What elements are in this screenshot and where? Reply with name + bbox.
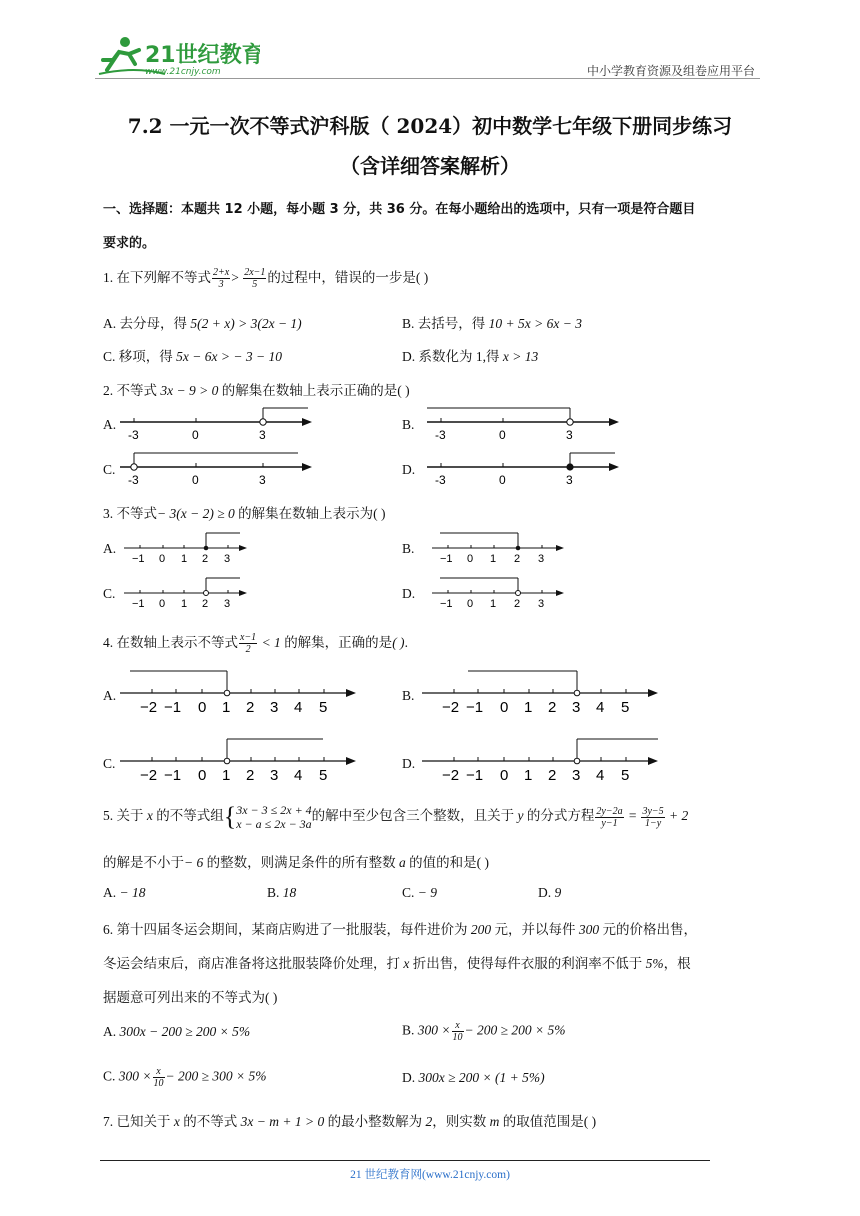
svg-text:−1: −1	[132, 553, 145, 565]
question-5: 5. 关于 x 的不等式组{ 3x − 3 ≤ 2x + 4 x − a ≤ 2x − 3a 的解中至少包含三个整数，且关于 y 的分式方程 $\frac{2y-2a}{y-1}$ = $\frac{3y-5}{1-y}$ + 2	[103, 802, 689, 831]
q4-option-d[interactable]: D.	[402, 756, 416, 771]
svg-text:2: 2	[514, 598, 521, 610]
svg-text:1: 1	[524, 699, 533, 715]
q4-option-c[interactable]: C.	[103, 756, 116, 771]
svg-text:0: 0	[499, 473, 506, 487]
svg-text:−2: −2	[442, 767, 460, 783]
svg-text:0: 0	[159, 598, 166, 610]
q3-numberline-d	[430, 575, 570, 611]
svg-text:www.21cnjy.com: www.21cnjy.com	[145, 67, 221, 77]
header-divider	[95, 78, 760, 79]
q6-option-b[interactable]: B. 300 × $\frac{x}{10}$ − 200 ≥ 200 × 5%	[402, 1020, 566, 1043]
q3-numberline-a	[122, 530, 257, 566]
section-heading: 一、选择题：本题共 12 小题，每小题 3 分，共 36 分。在每小题给出的选项中，只有一项是符合题目	[103, 202, 696, 217]
svg-text:2: 2	[246, 767, 255, 783]
svg-text:1: 1	[490, 553, 497, 565]
svg-text:3: 3	[572, 767, 581, 783]
svg-text:1: 1	[181, 553, 188, 565]
svg-text:2: 2	[514, 553, 521, 565]
svg-text:1: 1	[490, 598, 497, 610]
q2-numberline-a	[118, 403, 318, 443]
svg-text:0: 0	[159, 553, 166, 565]
svg-text:2: 2	[202, 553, 209, 565]
question-5-cont: 的解是不小于− 6 的整数，则满足条件的所有整数 a 的值的和是( )	[103, 855, 489, 870]
svg-text:−2: −2	[140, 699, 158, 715]
q1-option-c[interactable]: C. 移项，得 5x − 6x > − 3 − 10	[103, 349, 282, 364]
svg-text:2: 2	[548, 699, 557, 715]
svg-text:5: 5	[319, 767, 328, 783]
q4-numberline-c	[118, 733, 363, 783]
q6-option-c[interactable]: C. 300 × $\frac{x}{10}$ − 200 ≥ 300 × 5%	[103, 1066, 267, 1089]
header-platform-text: 中小学教育资源及组卷应用平台	[586, 64, 755, 78]
svg-text:5: 5	[621, 767, 630, 783]
svg-text:3: 3	[538, 598, 545, 610]
q3-option-d[interactable]: D.	[402, 586, 416, 601]
q1-option-d[interactable]: D. 系数化为 1,得 x > 13	[402, 349, 539, 364]
q2-option-c[interactable]: C.	[103, 462, 116, 477]
q3-option-a[interactable]: A.	[103, 541, 117, 556]
svg-text:−1: −1	[466, 699, 484, 715]
footer-divider	[100, 1160, 710, 1161]
svg-text:1: 1	[222, 699, 231, 715]
svg-text:-3: -3	[435, 428, 446, 442]
svg-text:3: 3	[270, 699, 279, 715]
question-7: 7. 已知关于 x 的不等式 3x − m + 1 > 0 的最小整数解为 2，则实数 m 的取值范围是( )	[103, 1114, 597, 1129]
q3-option-b[interactable]: B.	[402, 541, 415, 556]
q5-option-b[interactable]: B. 18	[267, 885, 297, 900]
q4-numberline-d	[420, 733, 665, 783]
page-title: 7.2 一元一次不等式沪科版（ 2024）初中数学七年级下册同步练习	[127, 114, 733, 138]
question-6: 6. 第十四届冬运会期间，某商店购进了一批服装，每件进价为 200 元，并以每件 300 元的价格出售，	[103, 922, 697, 937]
svg-text:2: 2	[202, 598, 209, 610]
question-4: 4. 在数轴上表示不等式 $\frac{x-1}{2}$ < 1 的解集，正确的是( ).	[103, 632, 408, 656]
svg-text:−1: −1	[164, 699, 182, 715]
svg-text:1: 1	[181, 598, 188, 610]
svg-text:1: 1	[222, 767, 231, 783]
svg-text:0: 0	[192, 428, 199, 442]
svg-text:−1: −1	[440, 553, 453, 565]
svg-text:−2: −2	[442, 699, 460, 715]
svg-text:4: 4	[294, 699, 303, 715]
svg-text:0: 0	[500, 699, 509, 715]
logo	[95, 30, 260, 84]
q2-numberline-b	[425, 403, 625, 443]
q3-option-c[interactable]: C.	[103, 586, 116, 601]
svg-text:3: 3	[224, 598, 231, 610]
svg-text:3: 3	[572, 699, 581, 715]
q4-numberline-b	[420, 665, 665, 715]
question-1: 1. 在下列解不等式 $\frac{2+x}{3}$ > $\frac{2x-1}{5}$ 的过程中，错误的一步是( )	[103, 267, 429, 291]
q2-option-d[interactable]: D.	[402, 462, 416, 477]
question-6-line2: 冬运会结束后，商店准备将这批服装降价处理，打 x 折出售，使得每件衣服的利润率不低于 5%，根	[103, 956, 691, 971]
svg-text:−1: −1	[164, 767, 182, 783]
q5-option-c[interactable]: C. − 9	[402, 885, 438, 900]
svg-text:3: 3	[259, 428, 266, 442]
svg-text:21世纪教育: 21世纪教育	[145, 43, 260, 68]
svg-text:0: 0	[500, 767, 509, 783]
svg-text:5: 5	[319, 699, 328, 715]
svg-text:0: 0	[499, 428, 506, 442]
svg-text:2: 2	[246, 699, 255, 715]
svg-text:0: 0	[467, 553, 474, 565]
q6-option-a[interactable]: A. 300x − 200 ≥ 200 × 5%	[103, 1024, 251, 1039]
q5-option-d[interactable]: D. 9	[538, 885, 562, 900]
question-3: 3. 不等式− 3(x − 2) ≥ 0 的解集在数轴上表示为( )	[103, 506, 386, 521]
q4-numberline-a	[118, 665, 363, 715]
svg-text:0: 0	[198, 767, 207, 783]
q2-option-a[interactable]: A.	[103, 417, 117, 432]
svg-text:−1: −1	[132, 598, 145, 610]
question-6-line3: 据题意可列出来的不等式为( )	[103, 990, 278, 1005]
svg-text:−2: −2	[140, 767, 158, 783]
q2-numberline-c	[118, 448, 318, 488]
q1-option-b[interactable]: B. 去括号，得 10 + 5x > 6x − 3	[402, 316, 582, 331]
svg-text:0: 0	[198, 699, 207, 715]
svg-text:3: 3	[259, 473, 266, 487]
q5-option-a[interactable]: A. − 18	[103, 885, 146, 900]
q4-option-b[interactable]: B.	[402, 688, 415, 703]
svg-text:0: 0	[467, 598, 474, 610]
svg-text:4: 4	[596, 767, 605, 783]
svg-text:-3: -3	[128, 473, 139, 487]
svg-text:0: 0	[192, 473, 199, 487]
q1-option-a[interactable]: A. 去分母，得 5(2 + x) > 3(2x − 1)	[103, 316, 302, 331]
svg-text:4: 4	[294, 767, 303, 783]
q6-option-d[interactable]: D. 300x ≥ 200 × (1 + 5%)	[402, 1070, 545, 1085]
svg-text:3: 3	[566, 473, 573, 487]
svg-text:5: 5	[621, 699, 630, 715]
question-2: 2. 不等式 3x − 9 > 0 的解集在数轴上表示正确的是( )	[103, 383, 410, 398]
svg-text:−1: −1	[466, 767, 484, 783]
svg-text:2: 2	[548, 767, 557, 783]
svg-text:-3: -3	[128, 428, 139, 442]
svg-text:1: 1	[524, 767, 533, 783]
svg-text:-3: -3	[435, 473, 446, 487]
q4-option-a[interactable]: A.	[103, 688, 117, 703]
logo-runner-icon	[95, 30, 260, 80]
footer-text[interactable]: 21 世纪教育网(www.21cnjy.com)	[350, 1169, 510, 1181]
svg-text:−1: −1	[440, 598, 453, 610]
svg-text:3: 3	[224, 553, 231, 565]
svg-text:3: 3	[270, 767, 279, 783]
q3-numberline-b	[430, 530, 570, 566]
q2-option-b[interactable]: B.	[402, 417, 415, 432]
section-heading-cont: 要求的。	[103, 236, 156, 251]
svg-text:3: 3	[566, 428, 573, 442]
q3-numberline-c	[122, 575, 257, 611]
svg-text:3: 3	[538, 553, 545, 565]
q2-numberline-d	[425, 448, 625, 488]
svg-text:4: 4	[596, 699, 605, 715]
page-subtitle: （含详细答案解析）	[340, 154, 520, 178]
